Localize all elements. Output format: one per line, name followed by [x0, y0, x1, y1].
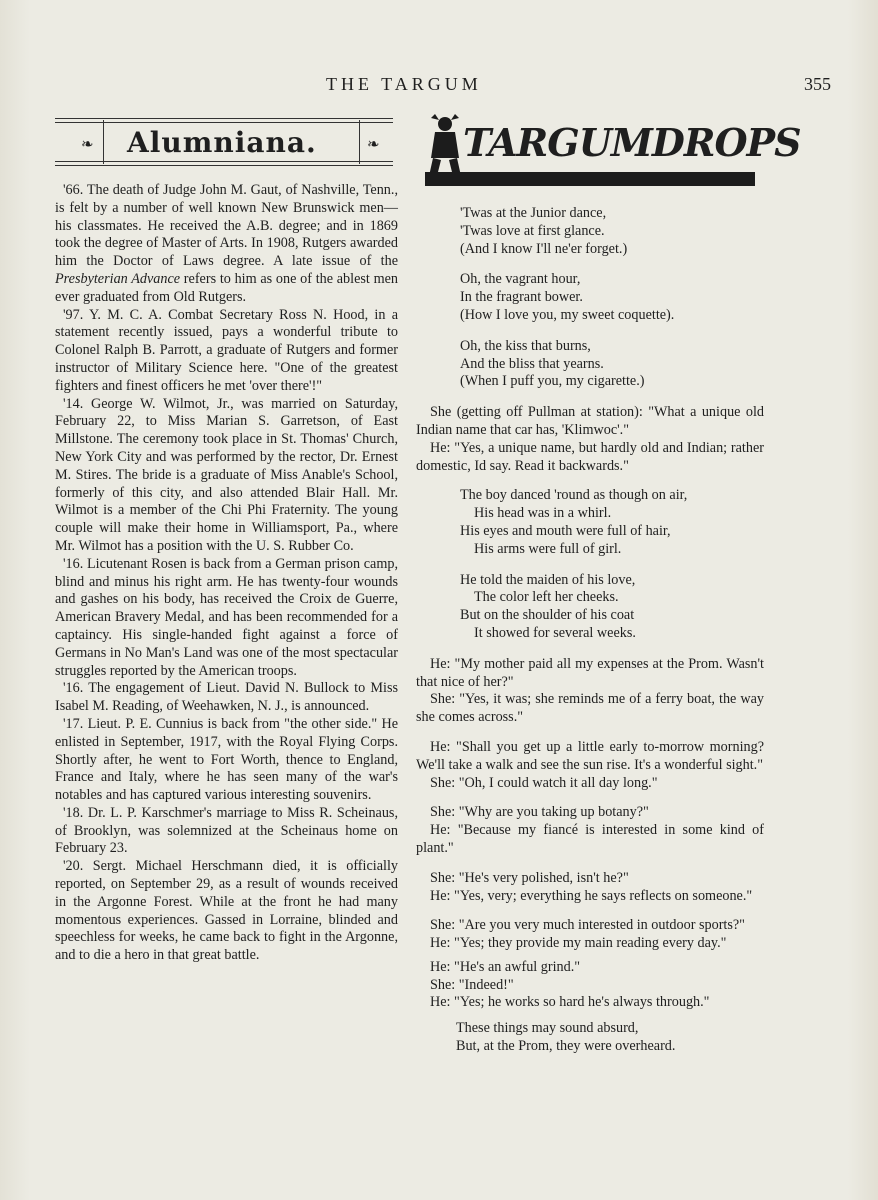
- targumdrops-title: TARGUMDROPS: [463, 120, 801, 165]
- dialogue-line: He: "Because my fiancé is interested in some kind of plant.": [416, 822, 764, 856]
- dialogue-line: She: "Oh, I could watch it all day long.": [430, 774, 658, 791]
- alumni-entry: '16. The engagement of Lieut. David N. Bullock to Miss Isabel M. Reading, of Weehawken, N. J., is announced.: [55, 680, 398, 715]
- fleuron-icon: ❧: [81, 137, 94, 153]
- alumni-entry: '16. Licutenant Rosen is back from a German prison camp, blind and minus his right arm. He has twenty-four wounds and gashes on his body, has received the Croix de Guerre, American Bravery Medal, and has been recommended for a captaincy. His single-handed fight against a force of Germans in No Man's Land was one of the most spectacular struggles reported by the American troops.: [55, 555, 398, 679]
- fleuron-icon: ❧: [367, 137, 380, 153]
- alumni-entry: '14. George W. Wilmot, Jr., was married on Saturday, February 22, to Miss Marian S. Garretson, of East Millstone. The ceremony took place in St. Thomas' Church, New York City and was performed by the rector, Dr. Ernest M. Stires. The bride is a graduate of Miss Anable's School, formerly of this city, and also attended Blair Hall. Mr. Wilmot is a member of the Chi Phi Fraternity. The young couple will make their home in Williamsport, Pa., where Mr. Wilmot has a position with the U. S. Rubber Co.: [55, 395, 398, 554]
- dialogue-line: He: "He's an awful grind.": [430, 958, 581, 975]
- joke-paragraph: He: "Yes, a unique name, but hardly old and Indian; rather domestic, Id say. Read it backwards.": [416, 439, 764, 474]
- dialogue-line: He: "Yes; they provide my main reading every day.": [430, 935, 727, 952]
- alumniana-column: [55, 182, 398, 965]
- dialogue-line: He: "Shall you get up a little early to-morrow morning? We'll take a walk and see the sun rise. It's a wonderful sight.": [416, 738, 764, 773]
- journal-title: THE TARGUM: [326, 74, 482, 94]
- poem-stanza: Oh, the kiss that burns, And the bliss that yearns. (When I puff you, my cigarette.): [460, 337, 645, 390]
- dialogue-line: She: "Are you very much interested in outdoor sports?": [430, 917, 745, 934]
- alumniana-header: [55, 114, 393, 170]
- dialogue-line: He: "Yes, very; everything he says reflects on someone.": [430, 887, 753, 904]
- dialogue-line: She: "Why are you taking up botany?": [430, 804, 649, 821]
- page-number: 355: [804, 74, 831, 94]
- alumni-entry: '97. Y. M. C. A. Combat Secretary Ross N. Hood, in a statement recently issued, pays a wonderful tribute to Colonel Ralph B. Parrott, a graduate of Rutgers and former instructor of Military Science here. "One of the greatest fighters and finest officers he met 'over there'!": [55, 306, 398, 394]
- alumni-entry: '66. The death of Judge John M. Gaut, of Nashville, Tenn., is felt by a number of well known New Brunswick men—his classmates. He received the A.B. degree; and in 1869 took the degree of Master of Arts. In 1908, Rutgers awarded him the Doctor of Laws degree. A late issue of the Presbyterian Advance refers to him as one of the ablest men ever graduated from Old Rutgers.: [55, 182, 398, 305]
- banner-ground: [425, 172, 755, 186]
- targumdrops-banner: [425, 110, 801, 192]
- joke-paragraph: She (getting off Pullman at station): "What a unique old Indian name that car has, 'Klimwoc'.": [416, 404, 764, 438]
- poem-stanza: The boy danced 'round as though on air, His head was in a whirl. His eyes and mouth were full of hair, His arms were full of girl.: [460, 487, 688, 557]
- dialogue-line: She: "Yes, it was; she reminds me of a ferry boat, the way she comes across.": [416, 691, 764, 726]
- dialogue-line: She: "Indeed!": [430, 976, 514, 993]
- poem-stanza: He told the maiden of his love, The color left her cheeks. But on the shoulder of his coat It showed for several weeks.: [460, 571, 636, 641]
- alumni-entry: '17. Lieut. P. E. Cunnius is back from "the other side." He enlisted in September, 1917, with the Royal Flying Corps. Shortly after, he went to Fort Worth, thence to England, France and Italy, where he has seen many of the war's notables and has captured various interesting souvenirs.: [55, 715, 398, 804]
- dialogue-line: She: "He's very polished, isn't he?": [430, 869, 629, 886]
- poem-stanza: 'Twas at the Junior dance, 'Twas love at first glance. (And I know I'll ne'er forget.): [460, 205, 628, 257]
- dialogue-line: He: "My mother paid all my expenses at the Prom. Wasn't that nice of her?": [416, 655, 764, 690]
- dialogue-line: He: "Yes; he works so hard he's always through.": [430, 994, 710, 1011]
- alumniana-title: Alumniana.: [127, 126, 317, 159]
- alumni-entry: '18. Dr. L. P. Karschmer's marriage to Miss R. Scheinaus, of Brooklyn, was solemnized at the Scheinaus home on February 23.: [55, 804, 398, 857]
- closing-couplet: These things may sound absurd, But, at the Prom, they were overheard.: [456, 1020, 676, 1055]
- alumni-entry: '20. Sergt. Michael Herschmann died, it is officially reported, on September 29, as a result of wounds received in the Argonne Forest. While at the front he had many momentous experiences. Gassed in Lorraine, blinded and speechless for weeks, he came back to fight in the Argonne, and to die a hero in that great battle.: [55, 858, 398, 964]
- targumdrops-column: [416, 205, 764, 1056]
- poem-stanza: Oh, the vagrant hour, In the fragrant bower. (How I love you, my sweet coquette).: [460, 271, 675, 323]
